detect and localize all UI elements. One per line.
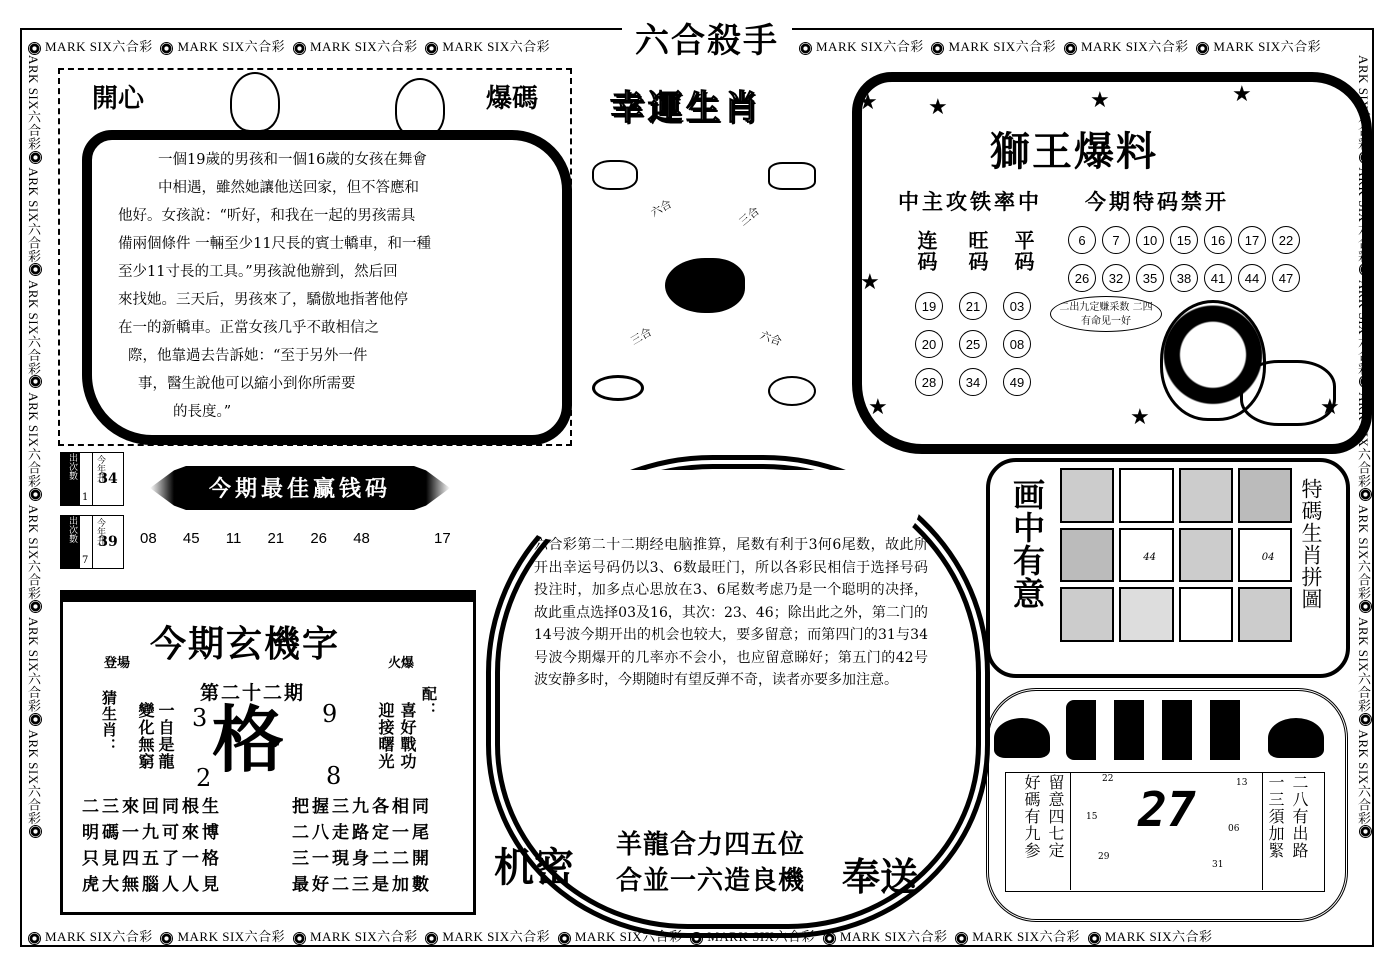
puzzle-piece xyxy=(1238,528,1292,583)
lucky-title: 幸運生肖 xyxy=(610,88,762,128)
flower-icon xyxy=(1359,713,1372,726)
banned-number: 6 xyxy=(1068,226,1096,254)
banned-number: 38 xyxy=(1170,264,1198,292)
flower-icon xyxy=(29,488,42,501)
flower-icon xyxy=(1359,600,1372,613)
col-head-pingma: 平码 xyxy=(1011,230,1035,272)
star-icon: ★ xyxy=(1232,82,1252,107)
poem-line: 二三來回同根生 xyxy=(82,797,222,817)
story-line: 一個19歲的男孩和一個16歲的女孩在舞會 xyxy=(158,152,427,168)
flower-icon xyxy=(931,42,944,55)
best-title: 今期最佳赢钱码 xyxy=(208,476,391,502)
banned-number: 7 xyxy=(1102,226,1130,254)
baby-icon xyxy=(395,78,445,138)
bottom-border-text: MARK SIX六合彩 MARK SIX六合彩 MARK SIX六合彩 MARK SIX六合彩 MARK SIX六合彩 MARK SIX六合彩 MARK SIX六合彩 MARK SIX六合彩 MARK SIX六合彩 xyxy=(24,926,1369,945)
flower-icon xyxy=(558,932,571,945)
banned-number: 35 xyxy=(1136,264,1164,292)
puzzle-piece xyxy=(1179,528,1233,583)
flower-icon xyxy=(28,932,41,945)
grid-number: 34 xyxy=(959,368,987,396)
lucky-link-label: 三合 xyxy=(628,325,655,348)
flower-icon xyxy=(425,932,438,945)
banned-number: 15 xyxy=(1170,226,1198,254)
poem-left xyxy=(82,794,222,898)
flower-icon xyxy=(799,42,812,55)
flower-icon xyxy=(955,932,968,945)
star-icon: ★ xyxy=(928,95,948,120)
flower-icon xyxy=(293,42,306,55)
grid-number: 25 xyxy=(959,330,987,358)
poem-line: 虎大無腦人人見 xyxy=(82,875,222,895)
story-line: 事，醫生說他可以縮小到你所需要 xyxy=(138,376,356,392)
flower-icon xyxy=(28,42,41,55)
flower-icon xyxy=(1359,488,1372,501)
grid-number: 21 xyxy=(959,292,987,320)
best-number: 21 xyxy=(267,530,285,547)
mystery-title: 今期玄機字 xyxy=(150,623,341,665)
guess-label: 猜生肖： xyxy=(100,690,118,754)
flower-icon xyxy=(29,375,42,388)
flower-icon xyxy=(160,42,173,55)
best-numbers xyxy=(140,530,470,547)
puzzle-piece xyxy=(1179,587,1233,642)
banned-number: 41 xyxy=(1204,264,1232,292)
banned-number: 17 xyxy=(1238,226,1266,254)
grid-number: 20 xyxy=(915,330,943,358)
flower-icon xyxy=(1196,42,1209,55)
puzzle-piece xyxy=(1119,587,1173,642)
happy-left-label: 開心 xyxy=(92,84,145,114)
lion-title: 獅王爆料 xyxy=(990,128,1158,175)
story-line: 至少11寸長的工具。”男孩說他辦到，然后回 xyxy=(118,264,398,280)
picture-title: 画中有意 xyxy=(1008,478,1046,610)
puzzle-number: 44 xyxy=(1143,551,1156,563)
record-num: 39 xyxy=(98,534,118,550)
mystery-num: 2 xyxy=(196,764,212,792)
gold-divider xyxy=(1262,772,1263,890)
gold-small-num: 15 xyxy=(1086,812,1098,822)
flower-icon xyxy=(293,932,306,945)
page-title: 六合殺手 xyxy=(622,18,792,64)
baby-icon xyxy=(230,72,280,132)
flower-icon xyxy=(29,825,42,838)
center-text: 六合彩第二十二期经电脑推算，尾数有利于3何6尾数，故此所开出幸运号码仍以3、6数最旺门，所以各彩民相信于选择号码投注时，加多点心思放在3、6尾数考虑乃是一个聪明的决择，故此重点选择03及16，其次：23、46；除出此之外，第二门的14号波今期开出的机会也较大，要多留意；而第四门的31与34号波今期爆开的几率亦不会小，也应留意睇好；第五门的42号波安静多时，今期随时有望反弹不奇，读者亦要多加注意。 xyxy=(534,537,928,688)
banned-number-grid xyxy=(1068,226,1318,292)
top-border-text: MARK SIX六合彩 MARK SIX六合彩 MARK SIX六合彩 MARK SIX六合彩 xyxy=(24,36,614,55)
best-number: 45 xyxy=(182,530,200,547)
flower-icon xyxy=(160,932,173,945)
guess-col: 變化無窮 xyxy=(136,702,155,770)
poem-line: 明碼一九可來博 xyxy=(82,823,222,843)
col-head-wangma: 旺码 xyxy=(965,230,989,272)
gold-banner xyxy=(1066,700,1256,760)
flower-icon xyxy=(425,42,438,55)
grid-number: 03 xyxy=(1003,292,1031,320)
gold-divider xyxy=(1070,772,1071,890)
hint-col: 迎接曙光 xyxy=(376,702,395,770)
star-icon: ★ xyxy=(1090,88,1110,113)
star-icon: ★ xyxy=(868,395,888,420)
gold-small-num: 31 xyxy=(1212,860,1224,870)
banned-number: 10 xyxy=(1136,226,1164,254)
story-line: 中相遇，雖然她讓他送回家，但不答應和 xyxy=(158,180,419,196)
guess-col: 一自是龍 xyxy=(156,702,175,770)
puzzle-number: 04 xyxy=(1261,551,1275,563)
record-tag-side: 出次數 xyxy=(61,453,80,505)
grid-number: 28 xyxy=(915,368,943,396)
gold-right-col: 二八有出路 xyxy=(1290,774,1309,859)
puzzle-piece xyxy=(1238,468,1292,523)
rabbit-icon xyxy=(768,376,816,406)
record-tag-side: 出次數 xyxy=(61,516,80,568)
record-num-box xyxy=(92,452,124,506)
star-icon: ★ xyxy=(858,90,878,115)
gold-small-num: 06 xyxy=(1228,824,1240,834)
record-tag-top: 今年开 xyxy=(95,455,105,482)
secret-left: 机密 xyxy=(494,844,574,891)
gold-left-col: 留意四七定 xyxy=(1046,774,1065,859)
grid-number: 19 xyxy=(915,292,943,320)
grid-number: 08 xyxy=(1003,330,1031,358)
poem-line: 最好二三是加數 xyxy=(292,875,432,895)
gold-ingot-icon xyxy=(1268,718,1324,758)
story-line: 來找她。三天后，男孩來了，驕傲地指著他停 xyxy=(118,292,408,308)
mystery-big-char: 格 xyxy=(212,697,285,782)
flower-icon xyxy=(29,600,42,613)
col-head-lianma: 连码 xyxy=(914,230,938,272)
picture-side: 特碼生肖拼圖 xyxy=(1299,478,1323,610)
secret-line: 羊龍合力四五位 xyxy=(616,830,806,860)
gold-ingot-icon xyxy=(994,718,1050,758)
record-issue: 7 xyxy=(82,555,89,566)
record-num-box xyxy=(92,515,124,569)
gold-small-num: 22 xyxy=(1102,774,1114,784)
poem-line: 把握三九各相同 xyxy=(292,797,432,817)
banned-number: 26 xyxy=(1068,264,1096,292)
story-line: 他好。女孩說：“听好，和我在一起的男孩需具 xyxy=(118,208,416,224)
gold-small-num: 13 xyxy=(1236,778,1248,788)
top-border-text-right: MARK SIX六合彩 MARK SIX六合彩 MARK SIX六合彩 MARK SIX六合彩 xyxy=(795,36,1370,55)
best-number: 11 xyxy=(225,530,242,547)
banned-number: 32 xyxy=(1102,264,1130,292)
mystery-num: 3 xyxy=(192,704,208,732)
mystery-issue: 第二十二期 xyxy=(200,682,306,704)
record-issue: 1 xyxy=(82,492,89,503)
banned-number: 47 xyxy=(1272,264,1300,292)
banned-number: 16 xyxy=(1204,226,1232,254)
star-icon: ★ xyxy=(1130,405,1150,430)
puzzle-piece xyxy=(1179,468,1233,523)
speech-bubble: 二出九定赚采数 二四有命见一好 xyxy=(1050,296,1162,332)
mystery-num: 8 xyxy=(326,762,342,790)
star-icon: ★ xyxy=(1320,395,1340,420)
poem-line: 只見四五了一格 xyxy=(82,849,222,869)
poem-line: 二八走路定一尾 xyxy=(292,823,432,843)
record-num: 34 xyxy=(98,471,118,487)
snake-icon xyxy=(592,375,644,401)
lion-subtitle-left: 中主攻铁率中 xyxy=(898,189,1042,214)
story-line: 的長度。” xyxy=(173,404,232,420)
best-number: 48 xyxy=(353,530,370,547)
right-border-text: ARK SIX六合彩 ARK SIX六合彩 ARK SIX六合彩 ARK SIX六合彩 ARK SIX六合彩 ARK SIX六合彩 ARK SIX六合彩 xyxy=(1354,55,1376,925)
mystery-left-small: 登場 xyxy=(104,656,131,671)
hint-label: 配： xyxy=(420,686,438,718)
hint-col: 喜好戰功 xyxy=(398,702,417,770)
puzzle-piece xyxy=(1060,528,1114,583)
center-cloud xyxy=(520,470,920,540)
mystery-right-small: 火爆 xyxy=(388,656,415,671)
best-number: 17 xyxy=(434,530,451,547)
best-number: 26 xyxy=(310,530,328,547)
ox-icon xyxy=(768,162,816,190)
poem-line: 三一現身二二開 xyxy=(292,849,432,869)
puzzle-piece xyxy=(1119,468,1173,523)
lucky-link-label: 三合 xyxy=(736,204,762,229)
star-icon: ★ xyxy=(860,270,880,295)
secret-right: 奉送 xyxy=(842,854,919,899)
grid-number: 49 xyxy=(1003,368,1031,396)
gold-small-num: 29 xyxy=(1098,852,1110,862)
story-line: 際，他靠過去告訴她：“至于另外一件 xyxy=(128,348,368,364)
lucky-link-label: 六合 xyxy=(648,197,675,220)
dragon-icon xyxy=(592,160,638,190)
gold-right-col: 一三須加緊 xyxy=(1266,774,1285,859)
mystery-num: 9 xyxy=(322,700,338,728)
story-line: 備兩個條件 一輛至少11尺長的賓士轎車，和一種 xyxy=(118,236,432,252)
story-line: 在一的新轎車。正當女孩几乎不敢相信之 xyxy=(118,320,379,336)
banned-number: 44 xyxy=(1238,264,1266,292)
lucky-link-label: 六合 xyxy=(758,328,784,349)
lion-body xyxy=(1240,360,1336,426)
gold-left-col: 好碼有九参 xyxy=(1022,774,1041,859)
story-text xyxy=(118,146,533,426)
gold-big-number: 27 xyxy=(1138,782,1196,838)
poem-right xyxy=(292,794,432,898)
lion-number-grid xyxy=(915,292,1045,396)
flower-icon xyxy=(1088,932,1101,945)
secret-line: 合並一六造良機 xyxy=(616,866,806,896)
flower-icon xyxy=(29,263,42,276)
rooster-icon xyxy=(665,258,745,313)
flower-icon xyxy=(1359,825,1372,838)
flower-icon xyxy=(29,151,42,164)
flower-icon xyxy=(29,713,42,726)
record-tag-top: 今年开 xyxy=(95,518,105,545)
banned-number: 22 xyxy=(1272,226,1300,254)
lion-subtitle-right: 今期特码禁开 xyxy=(1085,189,1229,214)
puzzle-piece xyxy=(1060,468,1114,523)
puzzle-piece xyxy=(1238,587,1292,642)
puzzle-piece xyxy=(1060,587,1114,642)
puzzle-grid xyxy=(1060,468,1292,642)
best-number: 08 xyxy=(140,530,157,547)
left-border-text: ARK SIX六合彩 ARK SIX六合彩 ARK SIX六合彩 ARK SIX六合彩 ARK SIX六合彩 ARK SIX六合彩 ARK SIX六合彩 xyxy=(24,55,46,925)
flower-icon xyxy=(1064,42,1077,55)
happy-right-label: 爆碼 xyxy=(486,84,539,114)
puzzle-piece xyxy=(1119,528,1173,583)
